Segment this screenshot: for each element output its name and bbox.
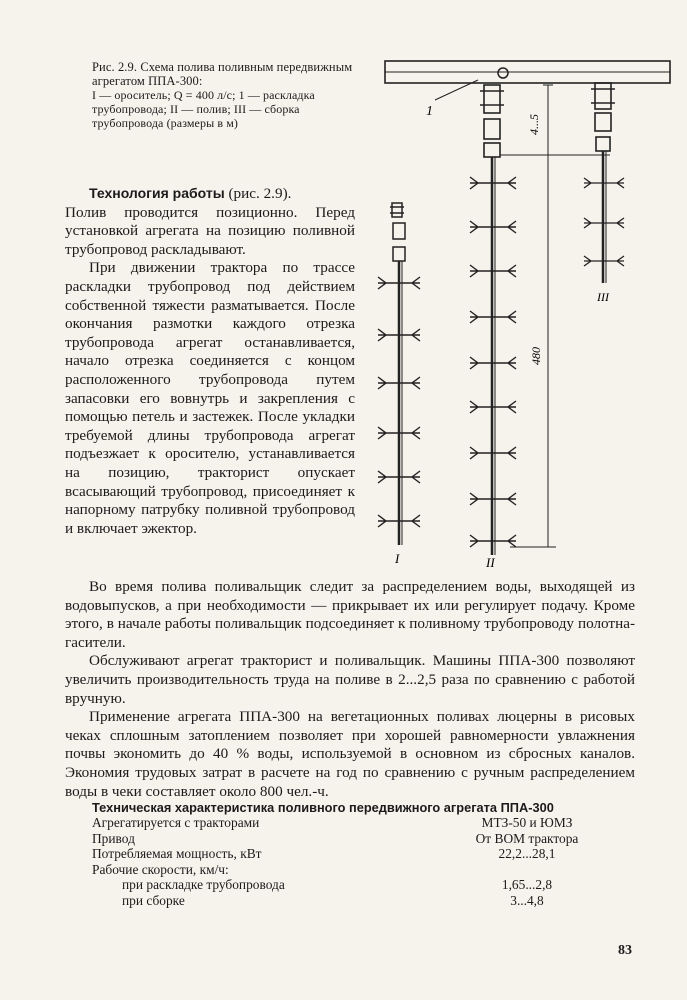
unit-one-label: I — [395, 551, 400, 566]
dimension-length-label: 480 — [529, 347, 543, 365]
spec-row — [92, 893, 622, 909]
unit-one — [378, 203, 420, 566]
section-heading-line — [65, 184, 355, 204]
spec-label: Привод — [92, 830, 135, 846]
spec-value: МТЗ-50 и ЮМЗ — [481, 815, 573, 830]
paragraph-3: Во время полива поливальщик следит за распределением воды, выходящей из водовыпусков, а при необходимости — прикрывает их или регулирует подачу. Кроме этого, в начале работы поливальщик подсоединяет к поливному трубопроводу полотна-гасители. — [65, 578, 635, 651]
spec-row — [92, 815, 622, 831]
page-number: 83 — [618, 943, 632, 958]
spec-row — [92, 877, 622, 893]
unit-three-label: III — [597, 290, 609, 304]
figure-caption-legend: I — ороситель; Q = 400 л/с; 1 — раскладка трубопровода; II — полив; III — сборка трубопровода (размеры в м) — [92, 88, 315, 130]
paragraph-2: При движении трактора по трассе раскладки трубопровод под действием собственной тяжести разматывается. После окончания размотки каждого отрезка трубопровода агрегат останавливается, начало отрезка соединяется с концом расположенного трубопровода путем запасовки его вовнутрь и закрепления с помощью петель и застежек. После укладки требуемой длины трубопровода агрегат подъезжает к оросителю, устанавливается на позицию, тракторист опускает всасывающий трубопровод, присоединяет к напорному патрубку поливной трубопровод и включает эжектор. — [65, 259, 355, 537]
spec-value: 22,2...28,1 — [498, 846, 556, 862]
dimension-top-label: 4...5 — [527, 114, 541, 135]
spec-row — [92, 831, 622, 847]
spec-value: 1,65...2,8 — [501, 877, 553, 893]
specs-title: Техническая характеристика поливного передвижного агрегата ППА-300 — [92, 800, 554, 815]
figure-caption — [92, 60, 362, 130]
spec-value: От ВОМ трактора — [475, 830, 579, 846]
spec-row — [92, 846, 622, 862]
spec-label: Агрегатируется с тракторами — [92, 815, 260, 830]
section-heading-ref: (рис. 2.9). — [228, 185, 292, 202]
spec-label: Потребляемая мощность, кВт — [92, 846, 262, 862]
irrigator-canal — [385, 61, 670, 83]
unit-two-label: II — [486, 555, 495, 570]
spec-label: при сборке — [122, 892, 185, 908]
irrigation-scheme-figure — [360, 55, 675, 575]
spec-label: при раскладке трубопровода — [122, 877, 285, 893]
paragraph-4: Обслуживают агрегат тракторист и поливальщик. Машины ППА-300 позволяют увеличить производительность труда на поливе в 2...2,5 раза по сравнению с работой вручную. — [65, 652, 635, 707]
speeds-label: Рабочие скорости, км/ч: — [92, 861, 229, 877]
paragraph-1: Полив проводится позиционно. Перед установкой агрегата на позицию поливной трубопровод раскладывают. — [65, 203, 355, 258]
main-text-continued — [65, 578, 635, 801]
section-heading: Технология работы — [89, 185, 225, 201]
dimension-lines — [500, 85, 610, 547]
spec-row — [92, 862, 622, 878]
callout-label: 1 — [426, 104, 433, 119]
unit-two — [470, 68, 516, 570]
technology-section — [65, 184, 355, 538]
figure-caption-title: Рис. 2.9. Схема полива поливным передвижным агрегатом ППА-300: — [92, 60, 353, 88]
technical-specs — [92, 800, 622, 909]
unit-three — [584, 83, 624, 304]
paragraph-5: Применение агрегата ППА-300 на вегетационных поливах люцерны в рисовых чеках сплошным затоплением позволяет при хорошей равномерности увлажнения почвы экономить до 40 % воды, используемой в основном из сбросных каналов. Экономия трудовых затрат в расчете на год по сравнению с ручным распределением воды в чеки составляет около 800 чел.-ч. — [65, 708, 635, 800]
spec-value: 3...4,8 — [510, 892, 544, 908]
scheme-svg — [360, 55, 675, 575]
